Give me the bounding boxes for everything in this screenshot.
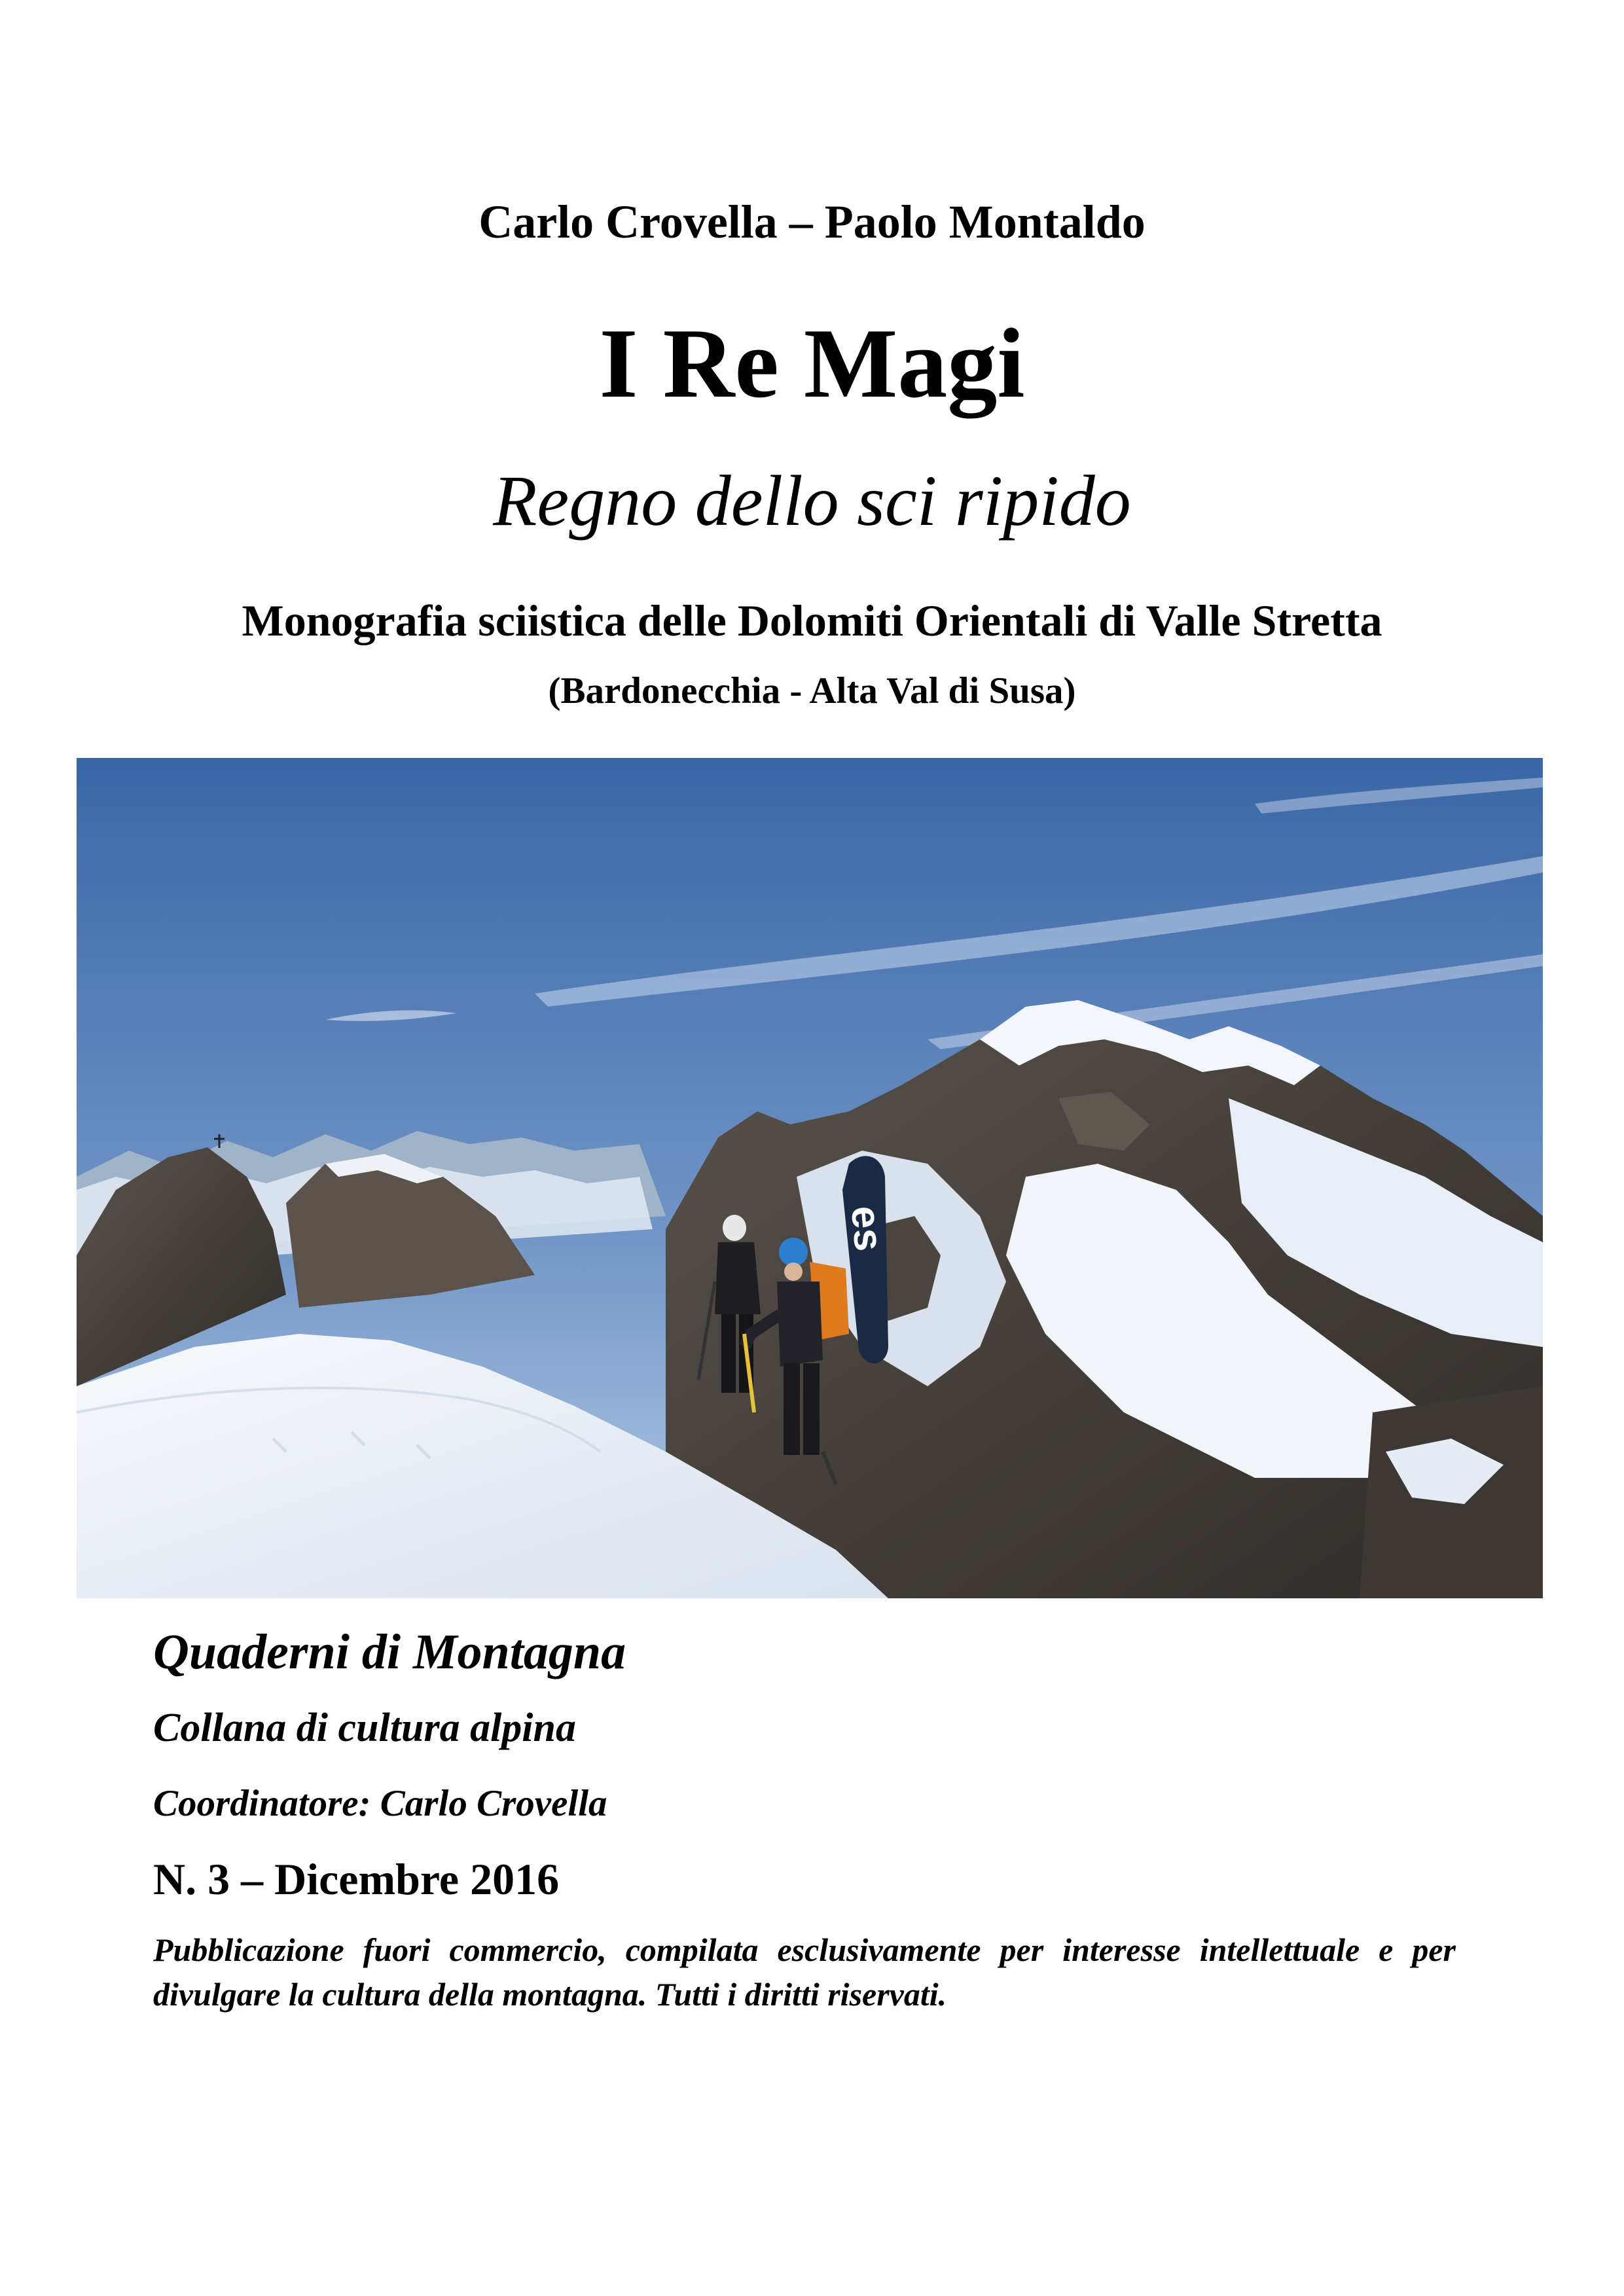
collana-line: Collana di cultura alpina [153,1706,577,1750]
book-subtitle: Regno dello sci ripido [493,461,1131,541]
rights-notice: Pubblicazione fuori commercio, compilata esclusivamente per interesse intellettuale e per divulgare la cultura della montagna. Tutti i diritti riservati. [153,1931,1456,2013]
monograph-line: Monografia sciistica delle Dolomiti Orientali di Valle Stretta [242,596,1382,645]
authors-line: Carlo Crovella – Paolo Montaldo [478,196,1146,248]
book-title: I Re Magi [599,308,1025,418]
series-name: Quaderni di Montagna [153,1624,626,1679]
cover-photo [77,758,1543,1598]
coordinator-line: Coordinatore: Carlo Crovella [153,1783,607,1824]
location-line: (Bardonecchia - Alta Val di Susa) [548,670,1076,711]
snowboard-lettering: es [842,1204,892,1253]
issue-line: N. 3 – Dicembre 2016 [153,1854,560,1904]
mountain-photo-illustration [77,758,1543,1598]
